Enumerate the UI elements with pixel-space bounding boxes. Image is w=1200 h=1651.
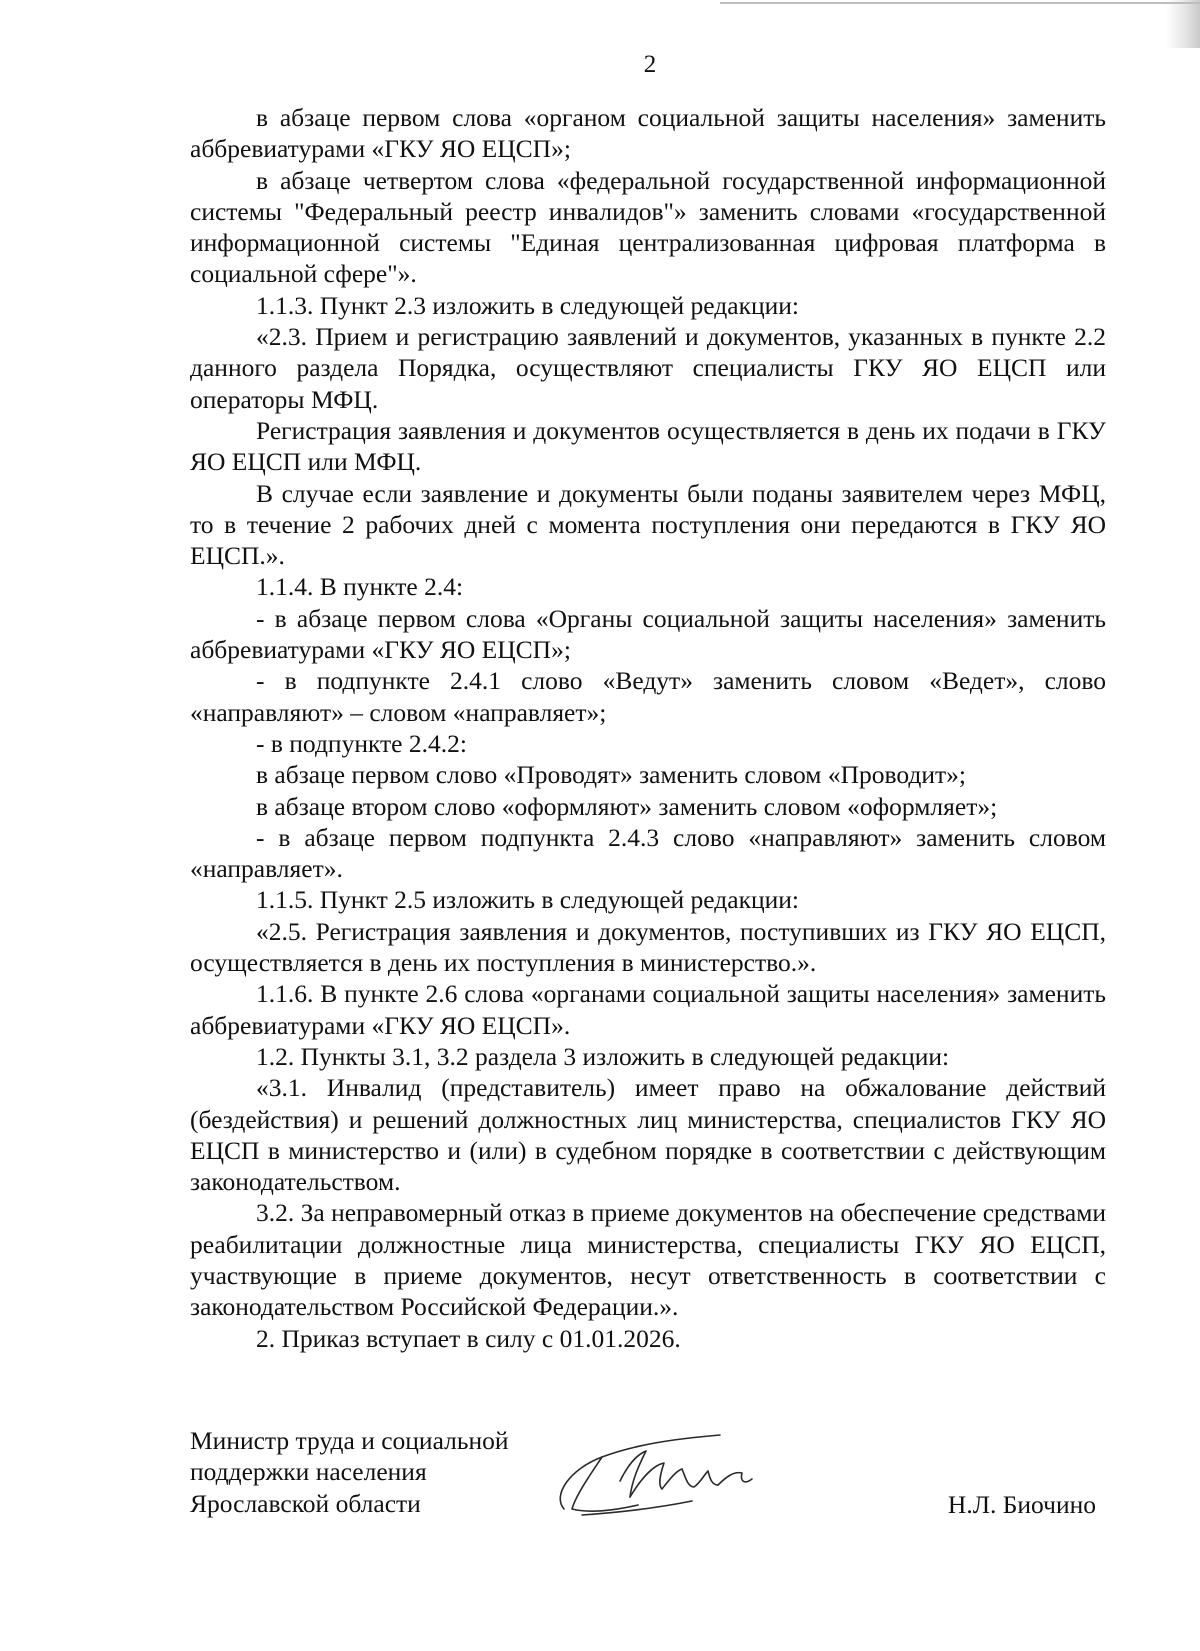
paragraph-4: «2.3. Прием и регистрацию заявлений и документов, указанных в пункте 2.2 данного раздела Порядка, осуществляют специалисты ГКУ ЯО ЕЦСП или операторы МФЦ. [190, 322, 1106, 414]
paragraph-13: - в абзаце первом подпункта 2.4.3 слово «направляют» заменить словом «направляет». [190, 822, 1106, 884]
paragraph-3: 1.1.3. Пункт 2.3 изложить в следующей редакции: [256, 290, 799, 320]
paragraph-10: - в подпункте 2.4.2: [256, 728, 467, 758]
paragraph-19: 3.2. За неправомерный отказ в приеме документов на обеспечение средствами реабилитации должностные лица министерства, специалисты ГКУ ЯО ЕЦСП, участвующие в приеме документов, несут ответственность в соответствии с законодательством Российской Федерации.». [190, 1198, 1106, 1322]
paragraph-9: - в подпункте 2.4.1 слово «Ведут» заменить словом «Ведет», слово «направляют» – словом «направляет»; [190, 666, 1106, 727]
page-number: 2 [643, 51, 657, 78]
paragraph-15: «2.5. Регистрация заявления и документов, поступивших из ГКУ ЯО ЕЦСП, осуществляется в день их поступления в министерство.». [190, 916, 1106, 978]
paragraph-7: 1.1.4. В пункте 2.4: [256, 572, 464, 602]
document-body [190, 102, 1106, 1354]
signatory-position-line: Ярославской области [190, 1488, 421, 1518]
paragraph-17: 1.2. Пункты 3.1, 3.2 раздела 3 изложить в следующей редакции: [256, 1041, 950, 1071]
paragraph-6: В случае если заявление и документы были поданы заявителем через МФЦ, то в течение 2 рабочих дней с момента поступления они передаются в ГКУ ЯО ЕЦСП.». [190, 478, 1106, 571]
paragraph-11: в абзаце первом слово «Проводят» заменить словом «Проводит»; [256, 760, 966, 790]
paragraph-16: 1.1.6. В пункте 2.6 слова «органами социальной защиты населения» заменить аббревиатурами «ГКУ ЯО ЕЦСП». [190, 979, 1106, 1040]
scan-edge-shadow [1166, 0, 1200, 48]
paragraph-18: «3.1. Инвалид (представитель) имеет право на обжалование действий (бездействия) и решений должностных лиц министерства, специалистов ГКУ ЯО ЕЦСП в министерство и (или) в судебном порядке в соответствии с действующим законодательством. [190, 1073, 1106, 1197]
signatory-name: Н.Л. Биочино [947, 1490, 1096, 1519]
signature-block [190, 1425, 1106, 1545]
paragraph-1: в абзаце первом слова «органом социальной защиты населения» заменить аббревиатурами «ГКУ ЯО ЕЦСП»; [190, 103, 1106, 164]
scan-top-line [720, 2, 1200, 4]
signatory-position [190, 1425, 550, 1519]
signatory-position-line: поддержки населения [190, 1457, 427, 1487]
paragraph-8: - в абзаце первом слова «Органы социальной защиты населения» заменить аббревиатурами «ГКУ ЯО ЕЦСП»; [190, 603, 1106, 665]
paragraph-12: в абзаце втором слово «оформляют» заменить словом «оформляет»; [256, 791, 998, 821]
paragraph-20: 2. Приказ вступает в силу с 01.01.2026. [256, 1323, 681, 1353]
handwritten-signature [542, 1417, 772, 1527]
paragraph-2: в абзаце четвертом слова «федеральной государственной информационной системы "Федеральный реестр инвалидов"» заменить словами «государственной информационной системы "Единая централизованная цифровая платформа в социальной сфере"». [190, 165, 1106, 289]
signatory-position-line: Министр труда и социальной [190, 1426, 509, 1455]
paragraph-5: Регистрация заявления и документов осуществляется в день их подачи в ГКУ ЯО ЕЦСП или МФЦ. [190, 415, 1106, 477]
paragraph-14: 1.1.5. Пункт 2.5 изложить в следующей редакции: [256, 885, 799, 915]
